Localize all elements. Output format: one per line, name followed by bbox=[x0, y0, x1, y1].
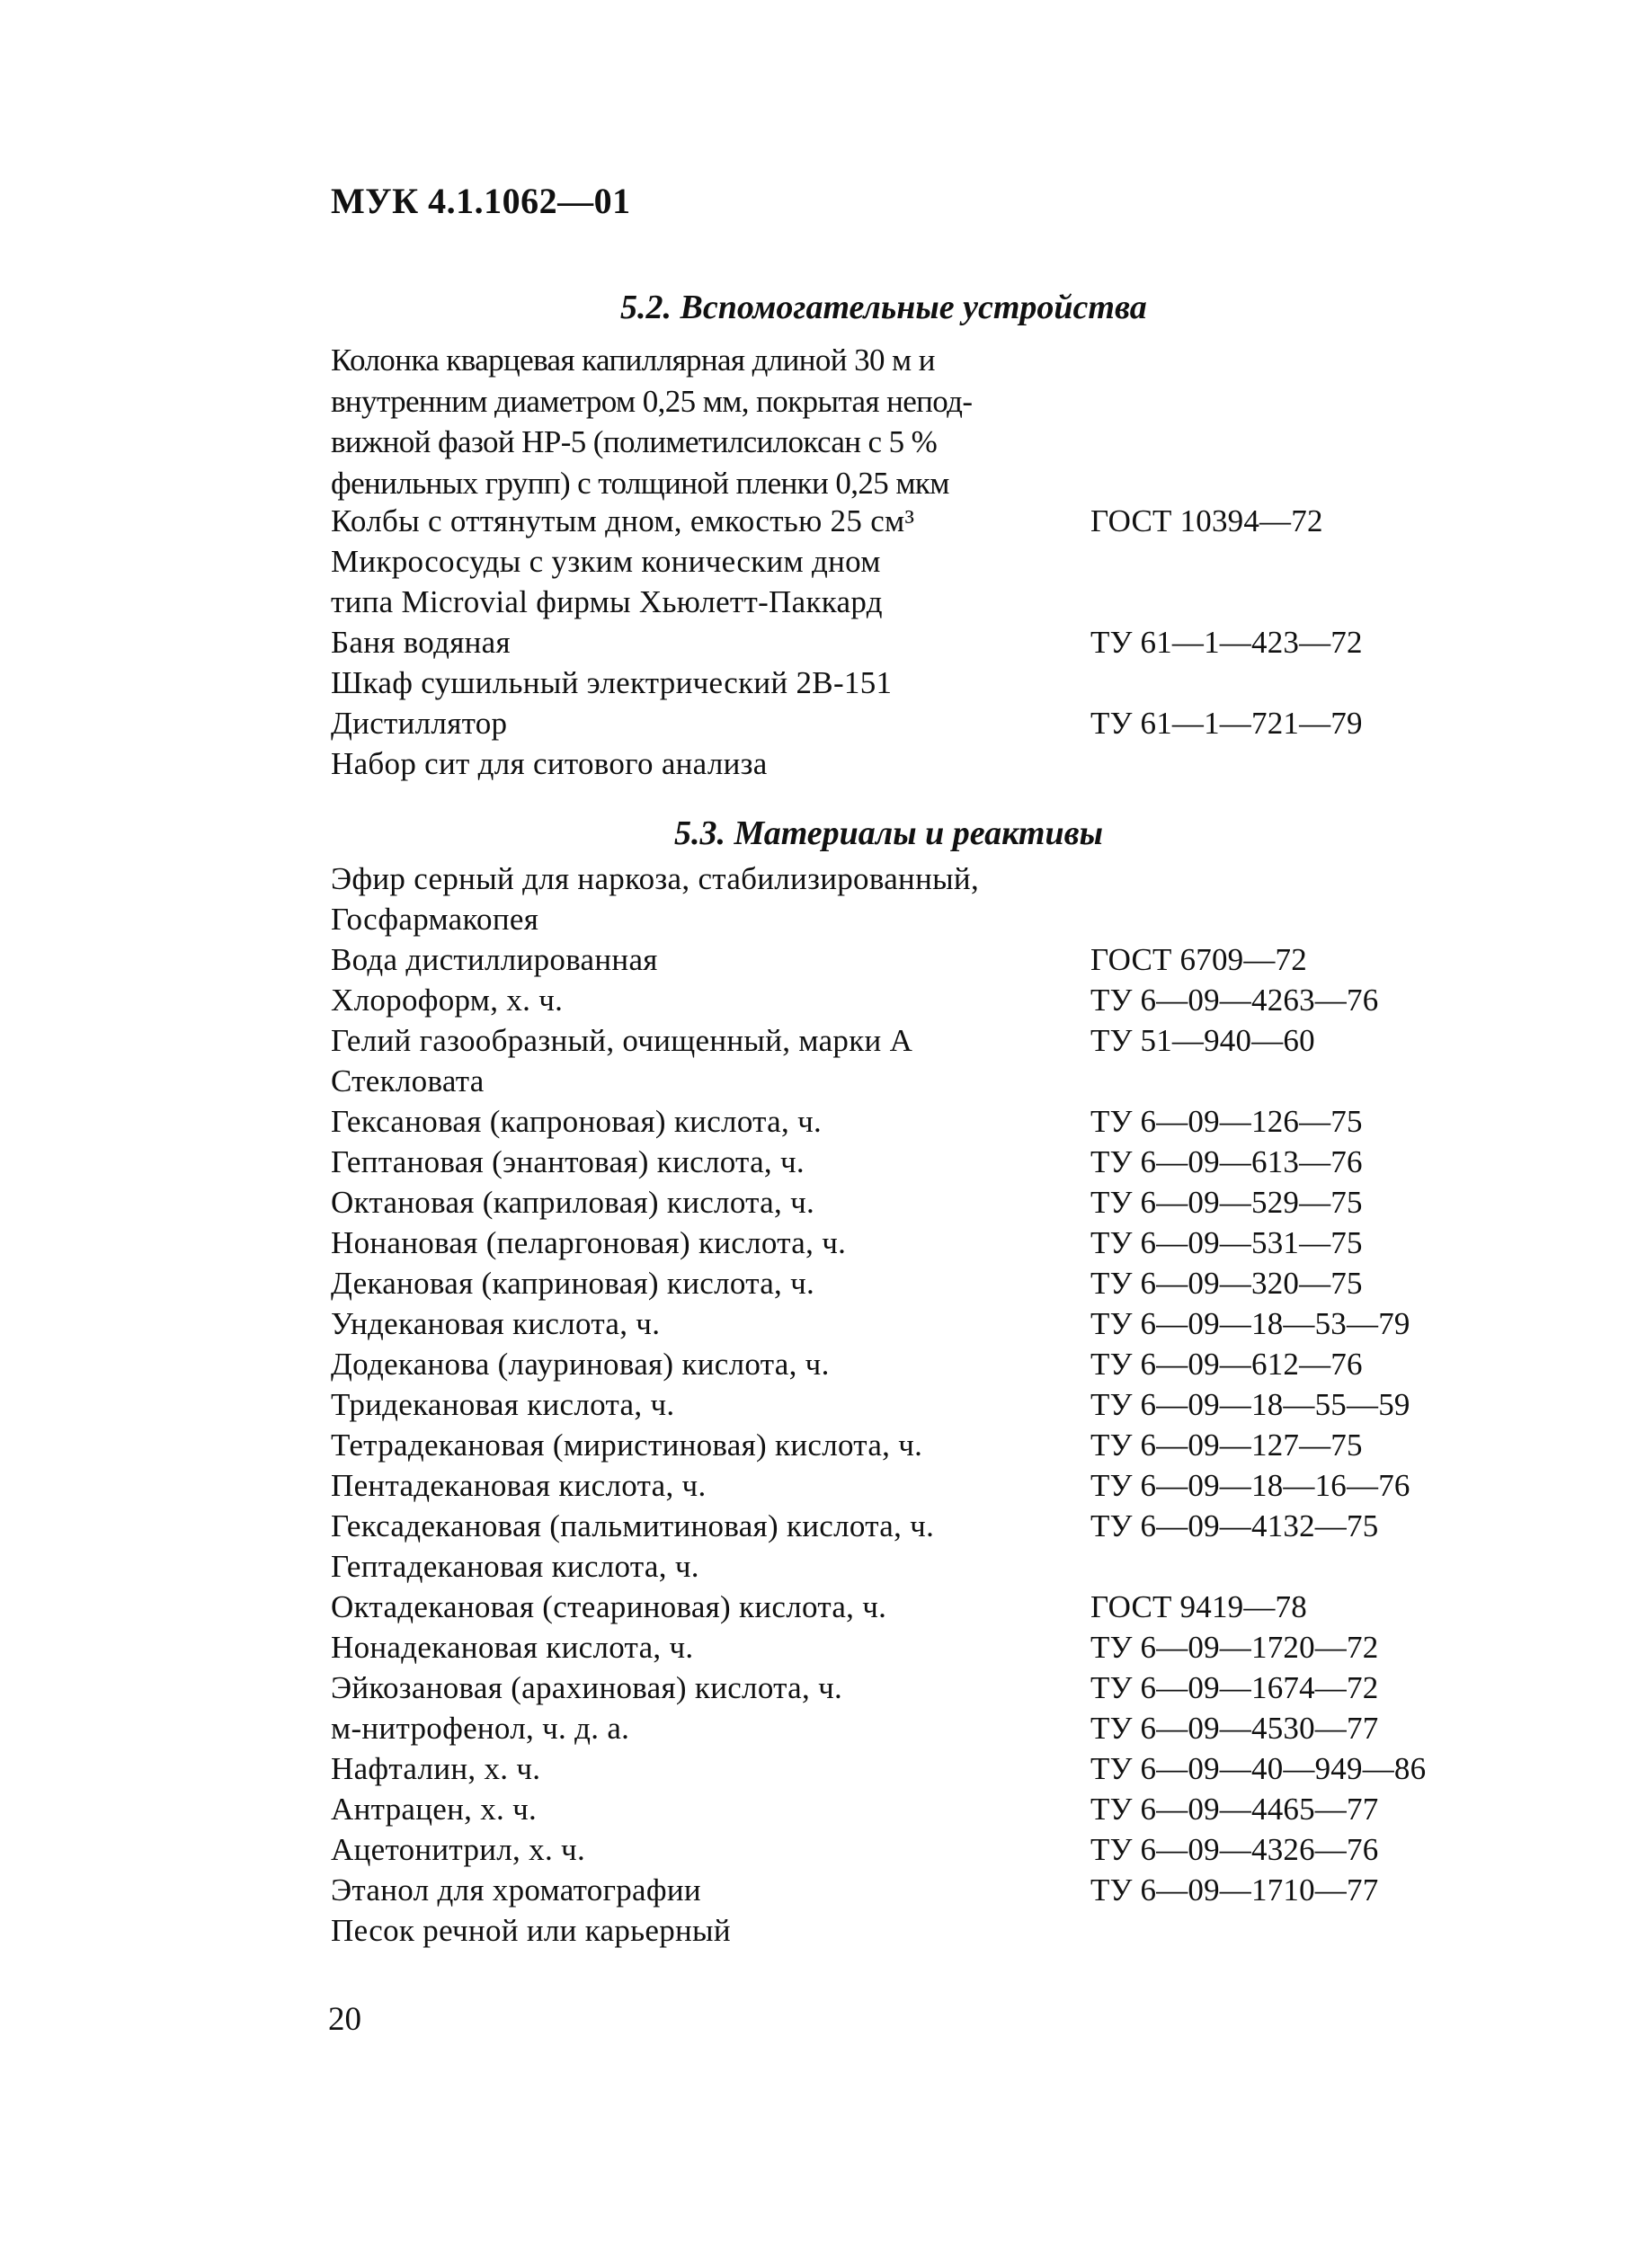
list-item bbox=[331, 1870, 1571, 1910]
column-description-line: фенильных групп) с толщиной пленки 0,25 мкм bbox=[331, 465, 949, 501]
item-name: Эйкозановая (арахиновая) кислота, ч. bbox=[331, 1670, 843, 1705]
list-item bbox=[331, 1789, 1571, 1829]
list-item bbox=[331, 1384, 1571, 1425]
column-description-line: Колонка кварцевая капиллярная длиной 30 м и bbox=[331, 342, 935, 378]
item-standard: ТУ 6—09—4326—76 bbox=[1090, 1832, 1379, 1867]
materials-reagents-list bbox=[331, 858, 1571, 1951]
item-standard: ТУ 6—09—4465—77 bbox=[1090, 1792, 1379, 1827]
section-title-materials-reagents: 5.3. Материалы и реактивы bbox=[674, 814, 1103, 852]
column-description bbox=[331, 340, 1104, 503]
list-item bbox=[331, 622, 1571, 663]
item-name: Эфир серный для наркоза, стабилизированный, bbox=[331, 861, 980, 896]
list-item bbox=[331, 663, 1571, 703]
item-standard: ТУ 6—09—612—76 bbox=[1090, 1347, 1363, 1382]
item-standard: ТУ 6—09—126—75 bbox=[1090, 1104, 1363, 1139]
list-item bbox=[331, 1587, 1571, 1627]
list-item bbox=[331, 1061, 1571, 1101]
page-number: 20 bbox=[328, 2001, 361, 2038]
item-standard: ТУ 6—09—18—55—59 bbox=[1090, 1387, 1410, 1422]
item-name: Нафталин, х. ч. bbox=[331, 1751, 541, 1786]
item-standard: ГОСТ 10394—72 bbox=[1090, 503, 1323, 538]
list-item bbox=[331, 899, 1571, 939]
item-name: Гептановая (энантовая) кислота, ч. bbox=[331, 1144, 805, 1179]
list-item bbox=[331, 501, 1571, 541]
item-standard: ТУ 6—09—4530—77 bbox=[1090, 1711, 1379, 1746]
list-item bbox=[331, 1708, 1571, 1748]
item-standard: ТУ 6—09—320—75 bbox=[1090, 1266, 1363, 1301]
item-standard: ТУ 6—09—40—949—86 bbox=[1090, 1751, 1427, 1786]
list-item bbox=[331, 1910, 1571, 1951]
item-name: Тридекановая кислота, ч. bbox=[331, 1387, 675, 1422]
item-name: м-нитрофенол, ч. д. а. bbox=[331, 1711, 630, 1746]
item-name: Октадекановая (стеариновая) кислота, ч. bbox=[331, 1589, 887, 1624]
item-name: Ундекановая кислота, ч. bbox=[331, 1306, 661, 1341]
item-name: Ацетонитрил, х. ч. bbox=[331, 1832, 586, 1867]
item-standard: ТУ 6—09—531—75 bbox=[1090, 1225, 1363, 1260]
list-item bbox=[331, 541, 1571, 582]
item-name: Гелий газообразный, очищенный, марки А bbox=[331, 1023, 913, 1058]
item-standard: ТУ 6—09—4132—75 bbox=[1090, 1508, 1379, 1543]
list-item bbox=[331, 1101, 1571, 1142]
list-item bbox=[331, 858, 1571, 899]
item-standard: ГОСТ 6709—72 bbox=[1090, 942, 1307, 977]
list-item bbox=[331, 1506, 1571, 1546]
item-standard: ТУ 6—09—4263—76 bbox=[1090, 983, 1379, 1018]
list-item bbox=[331, 939, 1571, 980]
auxiliary-devices-list bbox=[331, 501, 1571, 784]
item-standard: ТУ 6—09—18—16—76 bbox=[1090, 1468, 1410, 1503]
item-name: Октановая (каприловая) кислота, ч. bbox=[331, 1185, 815, 1220]
item-name: Госфармакопея bbox=[331, 902, 539, 937]
item-name: Этанол для хроматографии bbox=[331, 1872, 701, 1908]
item-standard: ТУ 6—09—1720—72 bbox=[1090, 1630, 1379, 1665]
item-name: Стекловата bbox=[331, 1063, 485, 1098]
item-name: Тетрадекановая (миристиновая) кислота, ч. bbox=[331, 1428, 923, 1463]
list-item bbox=[331, 1748, 1571, 1789]
item-name: Набор сит для ситового анализа bbox=[331, 746, 768, 781]
column-description-line: вижной фазой HP-5 (полиметилсилоксан с 5 % bbox=[331, 424, 938, 459]
item-name: Антрацен, х. ч. bbox=[331, 1792, 538, 1827]
item-name: Колбы с оттянутым дном, емкостью 25 см³ bbox=[331, 503, 915, 538]
item-name: Гексановая (капроновая) кислота, ч. bbox=[331, 1104, 823, 1139]
list-item bbox=[331, 1829, 1571, 1870]
item-name: Гексадекановая (пальмитиновая) кислота, ч. bbox=[331, 1508, 935, 1543]
item-name: Баня водяная bbox=[331, 625, 511, 660]
item-standard: ТУ 6—09—1674—72 bbox=[1090, 1670, 1379, 1705]
list-item bbox=[331, 582, 1571, 622]
item-standard: ТУ 61—1—423—72 bbox=[1090, 625, 1363, 660]
list-item bbox=[331, 1142, 1571, 1182]
item-name: Вода дистиллированная bbox=[331, 942, 658, 977]
list-item bbox=[331, 1465, 1571, 1506]
list-item bbox=[331, 1182, 1571, 1223]
item-name: Нонадекановая кислота, ч. bbox=[331, 1630, 694, 1665]
list-item bbox=[331, 1263, 1571, 1303]
item-name: Пентадекановая кислота, ч. bbox=[331, 1468, 707, 1503]
list-item bbox=[331, 1546, 1571, 1587]
list-item bbox=[331, 1668, 1571, 1708]
item-name: Гептадекановая кислота, ч. bbox=[331, 1549, 699, 1584]
list-item bbox=[331, 1223, 1571, 1263]
list-item bbox=[331, 1303, 1571, 1344]
list-item bbox=[331, 703, 1571, 743]
item-name: Хлороформ, х. ч. bbox=[331, 983, 564, 1018]
item-standard: ТУ 6—09—529—75 bbox=[1090, 1185, 1363, 1220]
list-item bbox=[331, 1425, 1571, 1465]
item-name: Нонановая (пеларгоновая) кислота, ч. bbox=[331, 1225, 847, 1260]
section-title-auxiliary-devices: 5.2. Вспомогательные устройства bbox=[620, 289, 1147, 326]
column-description-line: внутренним диаметром 0,25 мм, покрытая непод- bbox=[331, 383, 973, 419]
list-item bbox=[331, 1020, 1571, 1061]
list-item bbox=[331, 743, 1571, 784]
item-name: Песок речной или карьерный bbox=[331, 1913, 731, 1948]
list-item bbox=[331, 980, 1571, 1020]
item-standard: ТУ 51—940—60 bbox=[1090, 1023, 1315, 1058]
list-item bbox=[331, 1627, 1571, 1668]
item-name: Дистиллятор bbox=[331, 706, 508, 741]
item-standard: ГОСТ 9419—78 bbox=[1090, 1589, 1307, 1624]
item-name: типа Microvial фирмы Хьюлетт-Паккард bbox=[331, 584, 883, 619]
item-standard: ТУ 6—09—127—75 bbox=[1090, 1428, 1363, 1463]
item-standard: ТУ 6—09—18—53—79 bbox=[1090, 1306, 1410, 1341]
item-standard: ТУ 6—09—613—76 bbox=[1090, 1144, 1363, 1179]
item-standard: ТУ 61—1—721—79 bbox=[1090, 706, 1363, 741]
item-name: Микрососуды с узким коническим дном bbox=[331, 544, 881, 579]
item-name: Шкаф сушильный электрический 2В-151 bbox=[331, 665, 893, 700]
document-code: МУК 4.1.1062—01 bbox=[331, 181, 631, 221]
item-standard: ТУ 6—09—1710—77 bbox=[1090, 1872, 1379, 1908]
item-name: Додеканова (лауриновая) кислота, ч. bbox=[331, 1347, 830, 1382]
item-name: Декановая (каприновая) кислота, ч. bbox=[331, 1266, 815, 1301]
list-item bbox=[331, 1344, 1571, 1384]
